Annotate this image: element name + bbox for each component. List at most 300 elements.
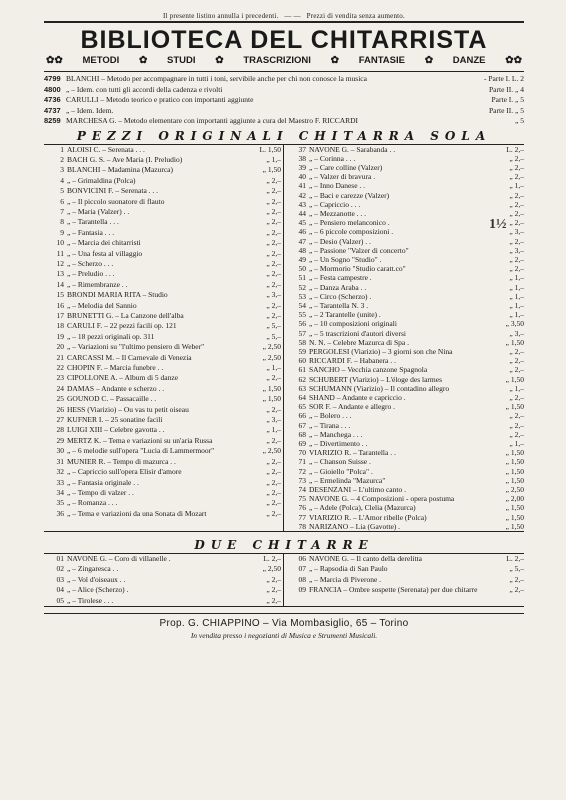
entry-price: „ 1,– [266, 363, 281, 373]
category-strip [44, 54, 524, 69]
entry-price: „ 2,– [509, 356, 524, 366]
page-title: BIBLIOTECA DEL CHITARRISTA [80, 26, 488, 54]
entry-price: „ 1,– [266, 425, 281, 435]
entry-title: „ – 2 Tarantelle (unite) . [309, 310, 381, 320]
entry-title: „ – Fantasia . . . [67, 227, 115, 237]
entry-number: 41 [298, 181, 306, 191]
entry-title: SOR F. – Andante e allegro . [309, 402, 396, 412]
entry-title: „ – Inno Danese . . [309, 181, 366, 191]
entry-title: MERTZ K. – Tema e variazioni su un'aria Russa [67, 435, 213, 445]
entry-price: „ 2,– [266, 217, 281, 227]
catalog-entry [286, 283, 524, 292]
entry-price: „ 2,50 [262, 352, 281, 362]
entry-price: „ 2,– [266, 585, 281, 595]
entry-price: „ 3,– [509, 328, 524, 338]
entry-title: „ – Mormorio "Studio caratt.co" [309, 264, 406, 274]
entry-number: 34 [56, 487, 64, 497]
entry-price: „ 2,– [266, 404, 281, 414]
entry-title: N. N. – Celebre Mazurca di Spa . [309, 337, 409, 347]
catalog-entry [286, 237, 524, 246]
entry-price: „ 2,– [266, 373, 281, 383]
entry-number: 10 [56, 238, 64, 248]
ornament-icon: ✿ [424, 55, 434, 66]
entry-title: SANCHO – Vecchia canzone Spagnola [309, 365, 428, 375]
entry-title: PERGOLESI (Viarizio) – 3 giorni son che Nina [309, 346, 453, 356]
entry-price: „ 1,50 [262, 383, 281, 393]
catalog-entry [286, 522, 524, 531]
entry-number: 58 [298, 337, 306, 347]
entry-title: FRANCIA – Ombre sospette (Serenata) per due chitarre [309, 585, 478, 595]
catalog-entry [44, 155, 281, 165]
entry-price: „ 2,– [266, 435, 281, 445]
catalog-entry [44, 575, 281, 585]
entry-title: „ – Preludio . . . [67, 269, 115, 279]
entry-price: „ 2,50 [505, 485, 524, 495]
entry-price: „ 1,– [509, 383, 524, 393]
entry-title: „ – Mezzanotte . . . [309, 208, 367, 218]
entry-number: 07 [298, 564, 306, 574]
entry-number: 73 [298, 475, 306, 485]
entry-price: „ 1,– [509, 282, 524, 292]
entry-number: 9 [60, 227, 64, 237]
catalog-entry [44, 457, 281, 467]
catalog-entry [286, 365, 524, 374]
catalog-entry [44, 321, 281, 331]
entry-title: SCHUMANN (Viarizio) – Il contadino allegro [309, 383, 450, 393]
entry-number: 45 [298, 218, 306, 228]
entry-number: 28 [56, 425, 64, 435]
entry-price: „ 2,– [266, 238, 281, 248]
footer [44, 613, 524, 640]
entry-price: „ 1,50 [505, 512, 524, 522]
category-fantasie: FANTASIE [358, 55, 405, 66]
catalog-entry [286, 338, 524, 347]
catalog-entry [44, 436, 281, 446]
entry-price: „ 2,– [266, 477, 281, 487]
entry-title: „ – Tirana . . . [309, 420, 351, 430]
catalog-entry [44, 301, 281, 311]
handwritten-mark: 1½ [489, 217, 507, 232]
catalog-entry [44, 363, 281, 373]
entry-number: 18 [56, 321, 64, 331]
catalog-entry [286, 310, 524, 319]
entry-price: „ 2,50 [262, 446, 281, 456]
entry-price: L. 2,– [263, 554, 281, 564]
catalog-entry [44, 596, 281, 606]
entry-number: 16 [56, 300, 64, 310]
ornament-icon: ✿ [215, 55, 224, 66]
entry-title: „ – Bolero . . . [309, 411, 352, 421]
entry-price: „ 3,– [509, 227, 524, 237]
entry-number: 42 [298, 190, 306, 200]
catalog-entry [44, 415, 281, 425]
catalog-entry [286, 246, 524, 255]
entry-number: 77 [298, 512, 306, 522]
entry-price: „ 2,– [509, 254, 524, 264]
method-row: 4736 CARULLI – Metodo teorico e pratico con importanti aggiunte Parte I. „ 5 [44, 95, 524, 104]
catalog-entry [286, 439, 524, 448]
entry-number: 35 [56, 498, 64, 508]
entry-title: CIPOLLONE A. – Album di 5 danze [67, 373, 179, 383]
entry-price: „ 3,50 [505, 319, 524, 329]
entry-title: KUFNER I. – 25 sonatine facili [67, 415, 163, 425]
entry-number: 5 [60, 186, 64, 196]
catalog-entry [286, 513, 524, 522]
entry-title: „ – 5 trascrizioni d'autori diversi [309, 328, 406, 338]
entry-number: 1 [60, 144, 64, 154]
catalog-entry [44, 564, 281, 574]
catalog-entry [44, 259, 281, 269]
catalog-entry [44, 467, 281, 477]
entry-title: „ – Rapsodia di San Paulo [309, 564, 388, 574]
entry-number: 60 [298, 356, 306, 366]
catalog-entry [44, 353, 281, 363]
entry-title: GOUNOD C. – Passacaille . . [67, 394, 157, 404]
catalog-entry [286, 200, 524, 209]
entry-price: „ 1,50 [505, 521, 524, 531]
entry-number: 44 [298, 208, 306, 218]
entry-number: 15 [56, 290, 64, 300]
entry-price: „ 1,50 [505, 457, 524, 467]
entry-number: 23 [56, 373, 64, 383]
solo-table [44, 144, 524, 533]
entry-price: „ 5,– [509, 564, 524, 574]
entry-title: „ – Maria (Valzer) . . [67, 206, 130, 216]
catalog-entry [286, 163, 524, 172]
entry-number: 03 [56, 574, 64, 584]
catalog-entry [286, 301, 524, 310]
catalog-entry [44, 165, 281, 175]
entry-number: 65 [298, 402, 306, 412]
entry-number: 04 [56, 585, 64, 595]
entry-title: VIARIZIO R. – Tarantella . . [309, 448, 396, 458]
entry-price: „ 2,– [509, 574, 524, 584]
entry-title: „ – Festa campestre . [309, 273, 372, 283]
entry-number: 48 [298, 245, 306, 255]
catalog-entry [286, 375, 524, 384]
entry-title: „ – Capriccio sull'opera Elisir d'amore [67, 467, 182, 477]
entry-price: „ 2,– [266, 196, 281, 206]
entry-price: „ 2,– [266, 206, 281, 216]
catalog-entry [286, 273, 524, 282]
entry-price: „ 2,– [266, 248, 281, 258]
entry-title: NARIZANO – Lia (Gavotte) . [309, 521, 401, 531]
entry-price: „ 1,50 [505, 374, 524, 384]
entry-title: „ – 18 pezzi originali op. 311 [67, 331, 155, 341]
entry-number: 38 [298, 153, 306, 163]
entry-price: „ 2,– [266, 467, 281, 477]
catalog-entry [44, 238, 281, 248]
catalog-entry [286, 292, 524, 301]
catalog-entry [44, 384, 281, 394]
entry-number: 20 [56, 342, 64, 352]
entry-title: „ – Melodia del Sannio [67, 300, 137, 310]
entry-title: SHAND – Andante e capriccio . [309, 392, 406, 402]
method-row: 4799 BLANCHI – Metodo per accompagnare in tutti i toni, servibile anche per chi non conosce la musica - Parte I. L. 2 [44, 74, 524, 83]
entry-title: „ – Zingaresca . . [67, 564, 119, 574]
entry-number: 8 [60, 217, 64, 227]
entry-title: „ – Gioiello "Polca" . [309, 466, 373, 476]
entry-price: L. 2,– [506, 144, 524, 154]
entry-number: 74 [298, 485, 306, 495]
entry-price: „ 5,– [266, 321, 281, 331]
entry-title: „ – Care colline (Valzer) [309, 162, 383, 172]
entry-price: „ 2,– [266, 186, 281, 196]
catalog-entry [44, 280, 281, 290]
entry-price: „ 1,50 [505, 466, 524, 476]
publisher-line: Prop. G. CHIAPPINO – Via Mombasiglio, 65 – Torino [159, 618, 409, 630]
entry-number: 49 [298, 254, 306, 264]
catalog-entry [286, 172, 524, 181]
entry-title: NAVONE G. – Sarabanda . . [309, 144, 396, 154]
entry-number: 76 [298, 503, 306, 513]
entry-price: „ 2,– [509, 218, 524, 228]
solo-right-column [284, 145, 524, 532]
catalog-entry [286, 448, 524, 457]
catalog-entry [44, 311, 281, 321]
catalog-entry [44, 342, 281, 352]
entry-price: „ 1,– [509, 273, 524, 283]
entry-title: „ – Divertimento . . [309, 439, 368, 448]
entry-number: 25 [56, 394, 64, 404]
catalog-entry [44, 332, 281, 342]
entry-number: 69 [298, 439, 306, 448]
entry-price: „ 1,– [509, 300, 524, 310]
entry-title: „ – Tarantella N. 3 . [309, 300, 369, 310]
entry-number: 61 [298, 365, 306, 375]
entry-title: RICCARDI F. – Habanera . . [309, 356, 396, 366]
catalog-entry [44, 405, 281, 415]
duo-table [44, 553, 524, 607]
entry-title: „ – 10 composizioni originali [309, 319, 397, 329]
catalog-entry [44, 554, 281, 564]
notice-right: Prezzi di vendita senza aumento. [306, 12, 405, 20]
method-row: 4800 „ – Idem. con tutti gli accordi della cadenza e rivolti Parte II. „ 4 [44, 84, 524, 94]
catalog-entry [44, 207, 281, 217]
entry-number: 33 [56, 477, 64, 487]
entry-price: „ 1,50 [505, 402, 524, 412]
entry-title: „ – Tempo di valzer . . [67, 487, 134, 497]
catalog-entry [44, 217, 281, 227]
entry-title: CARULI F. – 22 pezzi facili op. 121 [67, 321, 177, 331]
entry-title: BRONDI MARIA RITA – Studio [67, 290, 168, 300]
entry-number: 37 [298, 144, 306, 154]
catalog-entry [286, 154, 524, 163]
entry-number: 50 [298, 264, 306, 274]
catalog-entry [286, 503, 524, 512]
catalog-entry [44, 585, 281, 595]
entry-number: 3 [60, 165, 64, 175]
catalog-entry [286, 421, 524, 430]
entry-number: 62 [298, 374, 306, 384]
entry-price: „ 2,– [266, 227, 281, 237]
entry-title: „ – Baci e carezze (Valzer) [309, 190, 390, 200]
ornament-icon: ✿✿ [505, 55, 522, 66]
entry-price: „ 2,– [266, 574, 281, 584]
entry-title: „ – Adele (Polca), Clelia (Mazurca) [309, 503, 416, 513]
catalog-entry [286, 411, 524, 420]
entry-title: NAVONE G. – 4 Composizioni - opera postuma [309, 494, 455, 504]
entry-price: „ 3,– [266, 415, 281, 425]
top-notice [44, 0, 524, 20]
entry-number: 75 [298, 494, 306, 504]
entry-title: „ – Vol d'oiseaux . . [67, 574, 126, 584]
entry-price: „ 3,– [509, 245, 524, 255]
entry-number: 52 [298, 282, 306, 292]
entry-title: „ – Pensiero melanconico . [309, 218, 390, 228]
entry-price: „ 2,– [509, 392, 524, 402]
entry-title: „ – Desio (Valzer) . . [309, 236, 371, 246]
entry-number: 27 [56, 415, 64, 425]
entry-number: 39 [298, 162, 306, 172]
catalog-entry [286, 457, 524, 466]
catalog-entry [286, 319, 524, 328]
entry-number: 67 [298, 420, 306, 430]
entry-title: „ – Il piccolo suonatore di flauto [67, 196, 165, 206]
entry-title: „ – Tirolese . . . [67, 595, 114, 605]
catalog-entry [286, 485, 524, 494]
catalog-entry [44, 197, 281, 207]
entry-number: 36 [56, 508, 64, 518]
entry-number: 40 [298, 172, 306, 182]
catalog-entry [44, 290, 281, 300]
entry-title: BACH G. S. – Ave Maria (I. Preludio) [67, 154, 183, 164]
ornament-icon: ✿ [330, 55, 339, 66]
entry-title: MUNIER R. – Tempo di mazurca . . [67, 456, 176, 466]
entry-price: „ 2,– [509, 365, 524, 375]
entry-number: 22 [56, 363, 64, 373]
category-metodi: METODI [82, 55, 120, 66]
entry-price: „ 1,50 [262, 165, 281, 175]
notice-left: Il presente listino annulla i precedenti. [163, 12, 279, 20]
entry-title: „ – Circo (Scherzo) . [309, 291, 372, 301]
entry-price: „ 2,– [509, 162, 524, 172]
entry-title: „ – Scherzo . . . [67, 258, 114, 268]
methods-list [44, 74, 524, 127]
ornament-icon: ✿ [138, 55, 148, 66]
entry-price: „ 2,– [266, 279, 281, 289]
entry-number: 02 [56, 564, 64, 574]
entry-number: 43 [298, 199, 306, 209]
entry-number: 70 [298, 448, 306, 458]
entry-price: „ 2,– [509, 420, 524, 430]
method-row: 4737 „ – Idem. Idem. Parte II. „ 5 [44, 105, 524, 115]
entry-price: „ 2,– [266, 508, 281, 518]
entry-price: „ 2,– [509, 346, 524, 356]
catalog-entry [44, 394, 281, 404]
entry-number: 14 [56, 279, 64, 289]
entry-number: 47 [298, 236, 306, 246]
catalog-entry [286, 585, 524, 595]
entry-title: HESS (Viarizio) – Ou vas tu petit oiseau [67, 404, 189, 414]
catalog-entry [44, 446, 281, 456]
entry-title: „ – Ermelinda "Mazurca" [309, 475, 386, 485]
entry-price: „ 2,– [509, 208, 524, 218]
entry-number: 08 [298, 574, 306, 584]
entry-price: „ 2,– [266, 258, 281, 268]
entry-number: 30 [56, 446, 64, 456]
entry-number: 2 [60, 154, 64, 164]
catalog-entry [286, 356, 524, 365]
entry-number: 66 [298, 411, 306, 421]
catalog-entry [286, 329, 524, 338]
entry-number: 21 [56, 352, 64, 362]
entry-number: 72 [298, 466, 306, 476]
entry-number: 54 [298, 300, 306, 310]
entry-price: „ 2,– [509, 429, 524, 439]
catalog-entry [286, 393, 524, 402]
entry-price: „ 2,– [266, 456, 281, 466]
solo-left-column [44, 145, 284, 532]
catalog-entry [286, 384, 524, 393]
entry-title: „ – Tema e variazioni da una Sonata di Mozart [67, 508, 207, 518]
catalog-entry [286, 181, 524, 190]
category-studi: STUDI [167, 55, 196, 66]
catalog-entry [44, 478, 281, 488]
entry-number: 11 [56, 248, 64, 258]
entry-number: 6 [60, 196, 64, 206]
entry-price: „ 2,– [509, 153, 524, 163]
entry-title: „ – Danza Araba . . [309, 282, 367, 292]
entry-title: BRUNETTI G. – La Canzone dell'alba [67, 311, 184, 320]
entry-number: 59 [298, 346, 306, 356]
entry-title: LUIGI XIII – Celebre gavotta . . [67, 425, 165, 435]
catalog-entry [44, 228, 281, 238]
entry-price: „ 1,50 [505, 448, 524, 458]
entry-price: „ 2,– [509, 264, 524, 274]
entry-number: 7 [60, 206, 64, 216]
catalog-entry [44, 488, 281, 498]
section-heading-solo: PEZZI ORIGINALI CHITARRA SOLA [76, 128, 492, 143]
catalog-entry [286, 347, 524, 356]
entry-title: „ – Alice (Scherzo) . [67, 585, 129, 595]
entry-number: 01 [56, 554, 64, 564]
entry-price: „ 2,– [509, 236, 524, 246]
catalog-entry [286, 264, 524, 273]
entry-number: 29 [56, 435, 64, 445]
entry-number: 19 [56, 331, 64, 341]
entry-price: „ 2,– [509, 172, 524, 182]
entry-price: „ 3,– [266, 290, 281, 300]
entry-title: „ – Marcia di Piverone . [309, 574, 382, 584]
entry-price: „ 2,50 [262, 342, 281, 352]
entry-title: „ – Un Sogno "Studio" . [309, 254, 382, 264]
entry-price: „ 2,– [509, 585, 524, 595]
entry-number: 24 [56, 383, 64, 393]
entry-title: „ – Una festa al villaggio [67, 248, 143, 258]
entry-number: 06 [298, 554, 306, 564]
entry-title: NAVONE G. – Il canto della derelitta [309, 554, 422, 564]
catalog-entry [286, 554, 524, 564]
entry-price: „ 5,– [266, 331, 281, 341]
section-heading-duo: DUE CHITARRE [194, 538, 374, 553]
entry-number: 64 [298, 392, 306, 402]
entry-price: „ 2,– [266, 595, 281, 605]
entry-title: „ – 6 melodie sull'opera "Lucia di Lammermoor" [67, 446, 215, 456]
entry-title: „ – Chanson Suisse . [309, 457, 371, 467]
entry-number: 63 [298, 383, 306, 393]
entry-number: 09 [298, 585, 306, 595]
catalog-entry [286, 191, 524, 200]
entry-number: 17 [56, 311, 64, 320]
entry-price: „ 1,– [509, 439, 524, 448]
entry-title: „ – Corinna . . . [309, 153, 356, 163]
entry-title: „ – Capriccio . . . [309, 199, 361, 209]
catalog-entry [44, 269, 281, 279]
entry-title: „ – Marcia dei chitarristi [67, 238, 141, 248]
catalog-entry [286, 564, 524, 574]
entry-price: „ 1,– [509, 310, 524, 320]
